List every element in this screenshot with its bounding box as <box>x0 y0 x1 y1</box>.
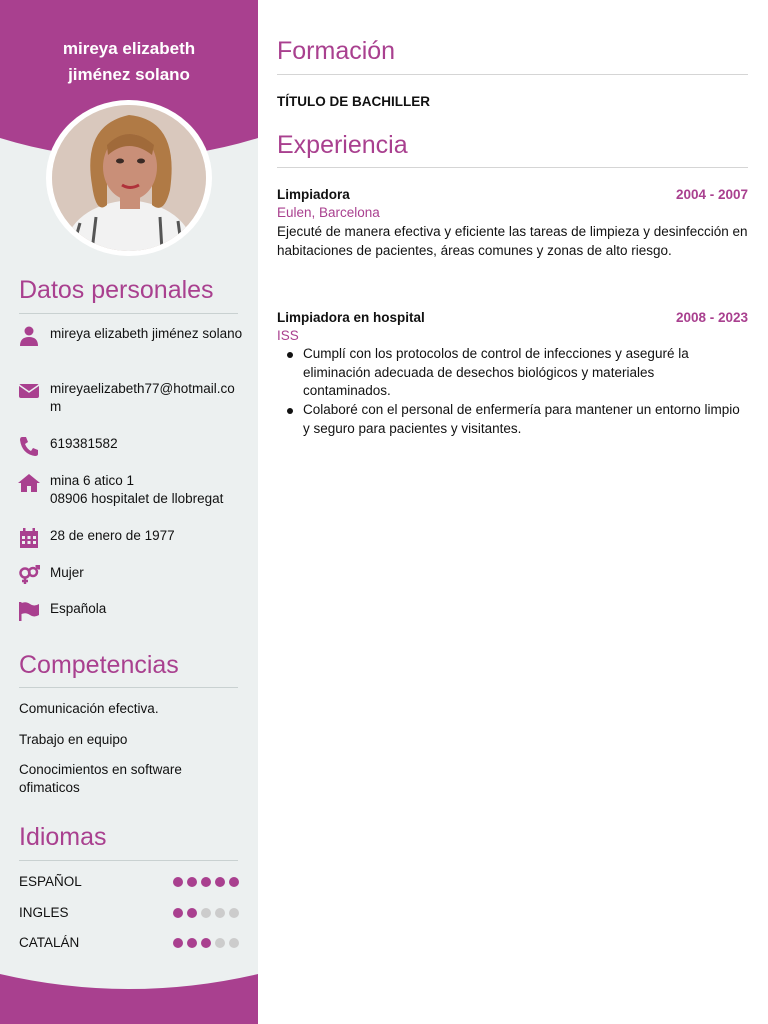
language-name: CATALÁN <box>19 935 80 950</box>
language-level <box>173 877 239 887</box>
personal-divider <box>19 313 238 314</box>
skill-item: Comunicación efectiva. <box>19 701 159 716</box>
personal-nationality-text: Española <box>50 601 107 616</box>
language-level <box>173 938 239 948</box>
skill-item: Trabajo en equipo <box>19 732 128 747</box>
job-bullet: Colaboré con el personal de enfermería para mantener un entorno limpio y seguro para pacientes y visitantes. <box>287 401 743 438</box>
profile-photo <box>52 105 206 251</box>
skills-heading: Competencias <box>19 651 179 679</box>
name-line-2: jiménez solano <box>68 65 190 84</box>
level-dot-filled <box>201 877 211 887</box>
language-name: ESPAÑOL <box>19 874 82 889</box>
job-bullet: Cumplí con los protocolos de control de infecciones y aseguré la eliminación adecuada de desechos biológicos y materiales contaminados. <box>287 345 743 401</box>
experience-heading: Experiencia <box>277 131 408 159</box>
level-dot-empty <box>215 908 225 918</box>
languages-heading: Idiomas <box>19 823 107 851</box>
skills-divider <box>19 687 238 688</box>
address-line-1: mina 6 atico 1 <box>50 473 135 488</box>
job-company: Eulen, Barcelona <box>277 205 380 220</box>
skill-item: Conocimientos en software ofimaticos <box>19 762 182 795</box>
level-dot-filled <box>173 877 183 887</box>
level-dot-empty <box>215 938 225 948</box>
name-line-1: mireya elizabeth <box>62 39 196 58</box>
job-description: Ejecuté de manera efectiva y eficiente las tareas de limpieza y desinfección en habitaciones de pacientes, áreas comunes y zonas de alto riesgo. <box>277 224 748 258</box>
level-dot-filled <box>201 938 211 948</box>
level-dot-filled <box>187 938 197 948</box>
level-dot-filled <box>187 908 197 918</box>
language-item <box>19 934 239 952</box>
personal-birthdate-text: 28 de enero de 1977 <box>50 528 175 543</box>
level-dot-filled <box>229 877 239 887</box>
address-line-2: 08906 hospitalet de llobregat <box>50 491 224 506</box>
gender-icon <box>18 565 40 585</box>
phone-icon <box>18 436 40 456</box>
level-dot-filled <box>187 877 197 887</box>
job-title: Limpiadora en hospital <box>277 310 425 325</box>
envelope-icon <box>18 381 40 401</box>
personal-name-text: mireya elizabeth jiménez solano <box>50 326 243 341</box>
calendar-icon <box>18 528 40 548</box>
job-dates: 2008 - 2023 <box>675 310 748 325</box>
language-level <box>173 908 239 918</box>
sidebar <box>0 0 258 1024</box>
job-dates: 2004 - 2007 <box>675 187 748 202</box>
personal-gender-text: Mujer <box>50 565 84 580</box>
personal-heading: Datos personales <box>19 276 214 304</box>
education-title: TÍTULO DE BACHILLER <box>277 94 430 109</box>
job-title: Limpiadora <box>277 187 350 202</box>
language-item <box>19 904 239 922</box>
job-company: ISS <box>277 328 299 343</box>
experience-divider <box>277 167 748 168</box>
level-dot-filled <box>215 877 225 887</box>
personal-email-text: mireyaelizabeth77@hotmail.com <box>50 381 235 414</box>
language-name: INGLES <box>19 905 69 920</box>
languages-divider <box>19 860 238 861</box>
personal-phone-text: 619381582 <box>50 436 118 451</box>
person-icon <box>18 326 40 346</box>
person-name <box>0 36 258 88</box>
level-dot-empty <box>229 908 239 918</box>
level-dot-filled <box>173 908 183 918</box>
personal-address-text <box>50 472 250 508</box>
education-divider <box>277 74 748 75</box>
level-dot-empty <box>201 908 211 918</box>
level-dot-filled <box>173 938 183 948</box>
flag-icon <box>18 601 40 621</box>
home-icon <box>18 473 40 493</box>
footer-arc <box>0 974 258 1024</box>
language-item <box>19 873 239 891</box>
level-dot-empty <box>229 938 239 948</box>
education-heading: Formación <box>277 37 396 65</box>
